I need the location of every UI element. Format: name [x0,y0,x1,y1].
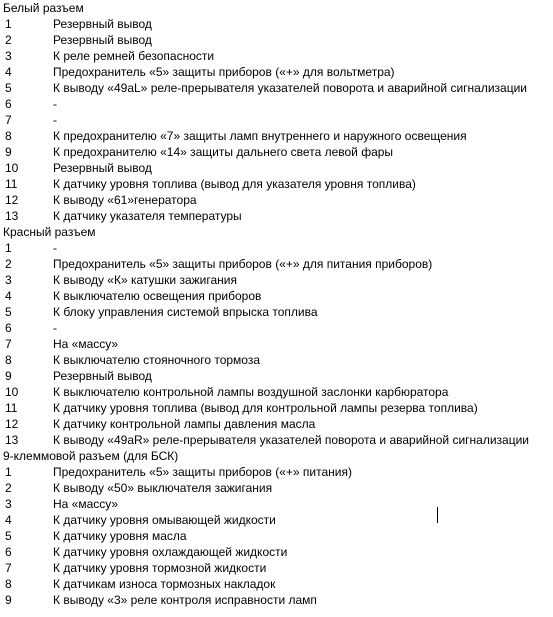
pin-description: Резервный вывод [53,369,152,383]
pin-number: 6 [5,321,12,335]
pin-number: 8 [5,129,12,143]
pin-number: 7 [5,561,12,575]
list-item [0,160,553,176]
list-item [0,592,553,608]
list-item [0,384,553,400]
pin-description: К датчику уровня омывающей жидкости [53,513,276,527]
list-item [0,560,553,576]
pin-number: 4 [5,513,12,527]
list-item [0,16,553,32]
pin-number: 5 [5,81,12,95]
pin-description: Резервный вывод [53,17,152,31]
pin-number: 11 [5,177,18,191]
pin-description: Предохранитель «5» защиты приборов («+» для вольтметра) [53,65,395,79]
list-item [0,48,553,64]
pin-description: К предохранителю «7» защиты ламп внутреннего и наружного освещения [53,129,467,143]
pin-number: 6 [5,545,12,559]
list-item [0,496,553,512]
list-item [0,144,553,160]
list-item [0,288,553,304]
pin-description: Предохранитель «5» защиты приборов («+» питания) [53,465,352,479]
pin-description: К датчику указателя температуры [53,209,242,223]
pin-description: К выводу «50» выключателя зажигания [53,481,273,495]
pin-number: 2 [5,257,12,271]
pin-description: К выключателю освещения приборов [53,289,262,303]
list-item [0,32,553,48]
pin-number: 4 [5,289,12,303]
pin-description: К датчику контрольной лампы давления масла [53,417,316,431]
list-item [0,368,553,384]
pin-description: К выводу «3» реле контроля исправности ламп [53,593,317,607]
list-item [0,256,553,272]
pin-number: 1 [5,17,12,31]
pin-number: 8 [5,353,12,367]
list-item [0,432,553,448]
pin-description: На «массу» [53,337,119,351]
list-item [0,544,553,560]
pin-description: На «массу» [53,497,119,511]
pin-number: 11 [5,401,18,415]
list-item [0,480,553,496]
text-cursor [437,507,438,523]
pin-number: 3 [5,273,12,287]
section-title: Белый разъем [3,1,84,15]
list-item [0,400,553,416]
pin-number: 4 [5,65,12,79]
pin-description: К выключателю контрольной лампы воздушной заслонки карбюратора [53,385,449,399]
pin-description: К выключателю стояночного тормоза [53,353,260,367]
pin-number: 3 [5,497,12,511]
list-item [0,64,553,80]
pin-description: - [53,321,57,335]
pin-number: 1 [5,465,12,479]
pin-number: 8 [5,577,12,591]
list-item [0,192,553,208]
list-item [0,272,553,288]
pin-description: К выводу «49aL» реле-прерывателя указателей поворота и аварийной сигнализации [53,81,528,95]
list-item [0,416,553,432]
pin-description: К датчикам износа тормозных накладок [53,577,276,591]
pin-number: 5 [5,529,12,543]
pin-number: 5 [5,305,12,319]
pin-description: К блоку управления системой впрыска топлива [53,305,318,319]
pin-description: К выводу «К» катушки зажигания [53,273,237,287]
pin-description: К датчику уровня охлаждающей жидкости [53,545,288,559]
list-item [0,304,553,320]
pin-number: 3 [5,49,12,63]
list-item [0,464,553,480]
pin-number: 6 [5,97,12,111]
pin-number: 10 [5,385,19,399]
list-item [0,176,553,192]
pin-description: Резервный вывод [53,33,152,47]
pin-number: 1 [5,241,12,255]
pin-description: К выводу «61»генератора [53,193,197,207]
pin-description: Резервный вывод [53,161,152,175]
list-item [0,512,553,528]
pin-description: - [53,241,57,255]
pin-number: 12 [5,417,19,431]
list-item [0,352,553,368]
pin-description: Предохранитель «5» защиты приборов («+» для питания приборов) [53,257,433,271]
list-item [0,320,553,336]
list-item [0,208,553,224]
pin-description: - [53,113,57,127]
pin-description: К датчику уровня тормозной жидкости [53,561,267,575]
pin-number: 13 [5,433,19,447]
pin-number: 9 [5,593,12,607]
pin-description: К датчику уровня топлива (вывод для контрольной лампы резерва топлива) [53,401,478,415]
list-item [0,96,553,112]
list-item [0,80,553,96]
pin-number: 9 [5,145,12,159]
pin-description: К выводу «49aR» реле-прерывателя указателей поворота и аварийной сигнализации [53,433,530,447]
pin-number: 13 [5,209,19,223]
section-title: Красный разъем [3,225,96,239]
pin-number: 7 [5,113,12,127]
list-item [0,128,553,144]
pin-number: 2 [5,33,12,47]
pin-description: - [53,97,57,111]
list-item [0,336,553,352]
pin-number: 12 [5,193,19,207]
pin-description: К предохранителю «14» защиты дальнего света левой фары [53,145,394,159]
pin-description: К датчику уровня топлива (вывод для указателя уровня топлива) [53,177,416,191]
pin-number: 9 [5,369,12,383]
pin-description: К датчику уровня масла [53,529,187,543]
section-title: 9-клеммовой разъем (для БСК) [3,449,179,463]
pin-number: 2 [5,481,12,495]
list-item [0,576,553,592]
pin-description: К реле ремней безопасности [53,49,215,63]
list-item [0,240,553,256]
list-item [0,528,553,544]
pin-number: 7 [5,337,12,351]
list-item [0,112,553,128]
pin-number: 10 [5,161,19,175]
